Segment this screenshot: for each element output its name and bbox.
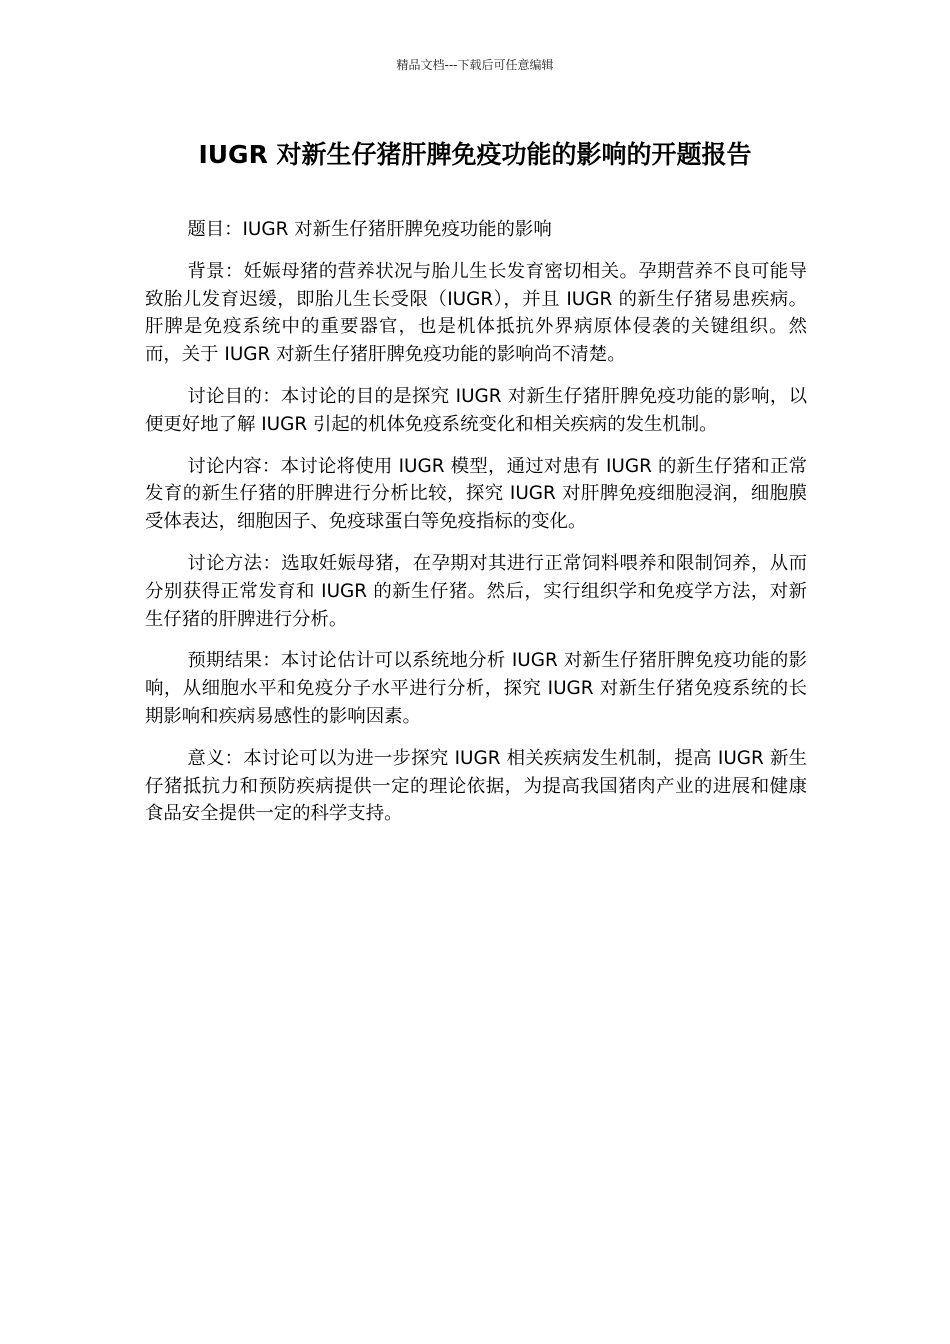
paragraph-content: 讨论内容：本讨论将使用 IUGR 模型，通过对患有 IUGR 的新生仔猪和正常发育的新生仔猪的肝脾进行分析比较，探究 IUGR 对肝脾免疫细胞浸润，细胞膜受体表达，细胞因子、免疫球蛋白等免疫指标的变化。	[145, 455, 807, 533]
page-header: 精品文档---下载后可任意编辑	[396, 58, 554, 72]
paragraph-significance: 意义：本讨论可以为进一步探究 IUGR 相关疾病发生机制，提高 IUGR 新生仔猪抵抗力和预防疾病提供一定的理论依据，为提高我国猪肉产业的进展和健康食品安全提供一定的科学支持。	[145, 747, 807, 825]
paragraph-purpose: 讨论目的：本讨论的目的是探究 IUGR 对新生仔猪肝脾免疫功能的影响，以便更好地了解 IUGR 引起的机体免疫系统变化和相关疾病的发生机制。	[145, 385, 807, 435]
paragraph-topic: 题目：IUGR 对新生仔猪肝脾免疫功能的影响	[187, 219, 552, 240]
paragraph-method: 讨论方法：选取妊娠母猪，在孕期对其进行正常饲料喂养和限制饲养，从而分别获得正常发育和 IUGR 的新生仔猪。然后，实行组织学和免疫学方法，对新生仔猪的肝脾进行分析。	[145, 552, 807, 630]
document-body	[145, 216, 807, 842]
paragraph-expected-results: 预期结果：本讨论估计可以系统地分析 IUGR 对新生仔猪肝脾免疫功能的影响，从细胞水平和免疫分子水平进行分析，探究 IUGR 对新生仔猪免疫系统的长期影响和疾病易感性的影响因素。	[145, 650, 807, 727]
document-title: IUGR 对新生仔猪肝脾免疫功能的影响的开题报告	[198, 140, 752, 169]
paragraph-background: 背景：妊娠母猪的营养状况与胎儿生长发育密切相关。孕期营养不良可能导致胎儿发育迟缓，即胎儿生长受限（IUGR），并且 IUGR 的新生仔猪易患疾病。肝脾是免疫系统中的重要器官，也是机体抵抗外界病原体侵袭的关键组织。然而，关于 IUGR 对新生仔猪肝脾免疫功能的影响尚不清楚。	[145, 260, 807, 366]
